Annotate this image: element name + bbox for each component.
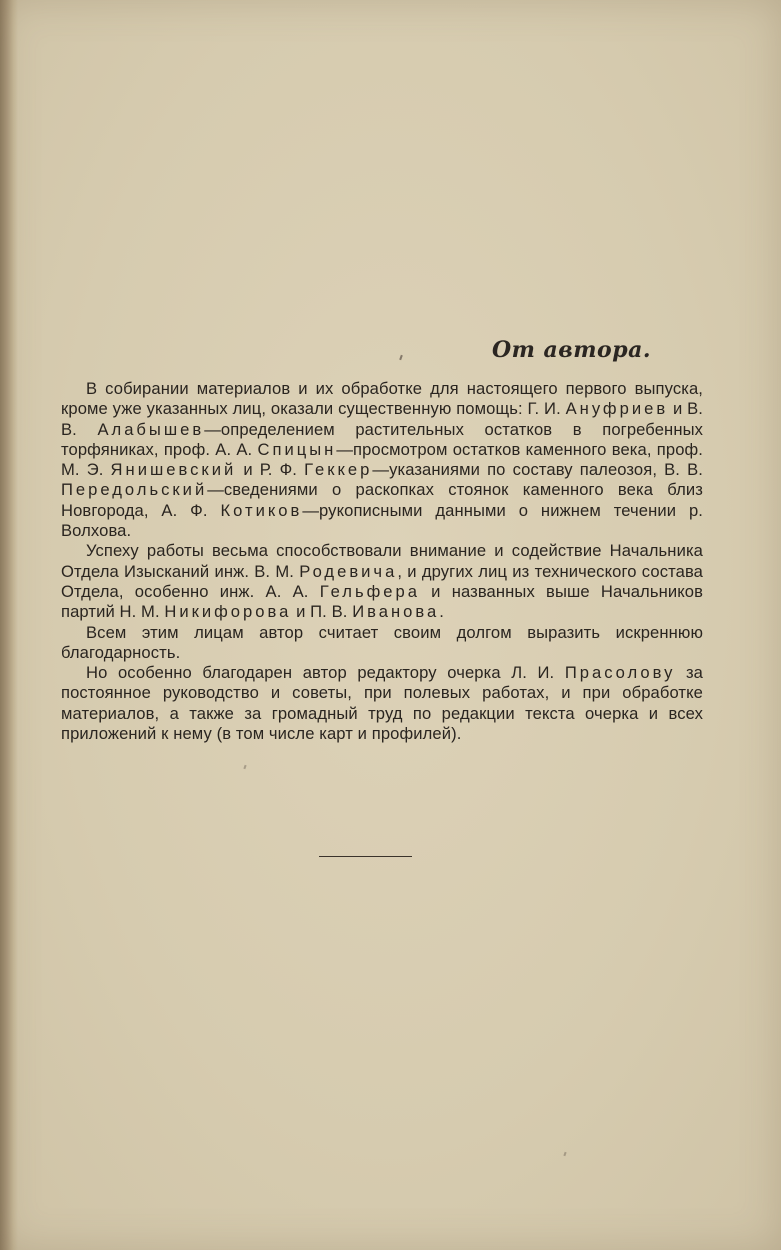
person-name: Иванова: [352, 602, 440, 622]
person-name: Никифорова: [164, 602, 292, 622]
preface-section: [61, 337, 703, 744]
preface-paragraph: [61, 541, 703, 622]
preface-heading: От автора.: [491, 337, 651, 363]
text-run: и названных выше Начальников партий Н. М.: [61, 581, 703, 622]
text-run: и П. В.: [291, 602, 353, 622]
person-name: Спицын: [257, 439, 337, 459]
text-run: и В. В.: [61, 399, 703, 439]
print-speck: [563, 1152, 566, 1156]
person-name: Геккер: [304, 460, 373, 480]
text-run: .: [439, 602, 444, 622]
person-name: Родевича: [299, 561, 398, 581]
text-run: —сведениями о раскопках стоянок каменного века близ Новгорода, А. Ф.: [61, 480, 703, 520]
text-run: и Р. Ф.: [236, 460, 305, 480]
text-run: —указаниями по составу палеозоя, В. В.: [372, 460, 703, 480]
text-run: —рукописными данными о нижнем течении р. Волхова.: [61, 500, 703, 541]
text-run: —определением растительных остатков в погребенных торфяниках, проф. А. А.: [61, 419, 704, 459]
section-divider: [319, 856, 412, 857]
text-run: за постоянное руководство и советы, при полевых работах, и при обработке материалов, а также за громадный труд по редакции текста очерка и всех приложений к нему (в том числе карт и профилей).: [61, 663, 703, 744]
preface-paragraph: [61, 663, 703, 744]
preface-paragraph: [61, 379, 703, 541]
person-name: Гельфера: [319, 581, 420, 601]
text-run: , и других лиц из технического состава Отдела, особенно инж. А. А.: [61, 561, 703, 601]
person-name: Котиков: [220, 500, 303, 520]
preface-paragraph: [61, 623, 703, 664]
text-run: В собирании материалов и их обработке для настоящего первого выпуска, кроме уже указанных лиц, оказали существенную помощь: Г. И.: [61, 379, 703, 419]
print-speck: [243, 765, 246, 769]
person-name: Алабышев: [97, 419, 205, 439]
text-run: Всем этим лицам автор считает своим долгом выразить искреннюю благодарность.: [61, 622, 703, 662]
person-name: Янишевский: [110, 460, 237, 480]
text-run: —просмотром остатков каменного века, проф. М. Э.: [61, 439, 703, 480]
person-name: Ануфриев: [565, 399, 669, 419]
book-binding-edge: [0, 0, 18, 1250]
preface-body: [61, 379, 703, 744]
person-name: Прасолову: [564, 663, 676, 683]
text-run: Успеху работы весьма способствовали внимание и содействие Начальника Отдела Изысканий инж. В. М.: [61, 541, 703, 581]
text-run: Но особенно благодарен автор редактору очерка Л. И.: [86, 663, 565, 683]
person-name: Передольский: [61, 480, 208, 500]
